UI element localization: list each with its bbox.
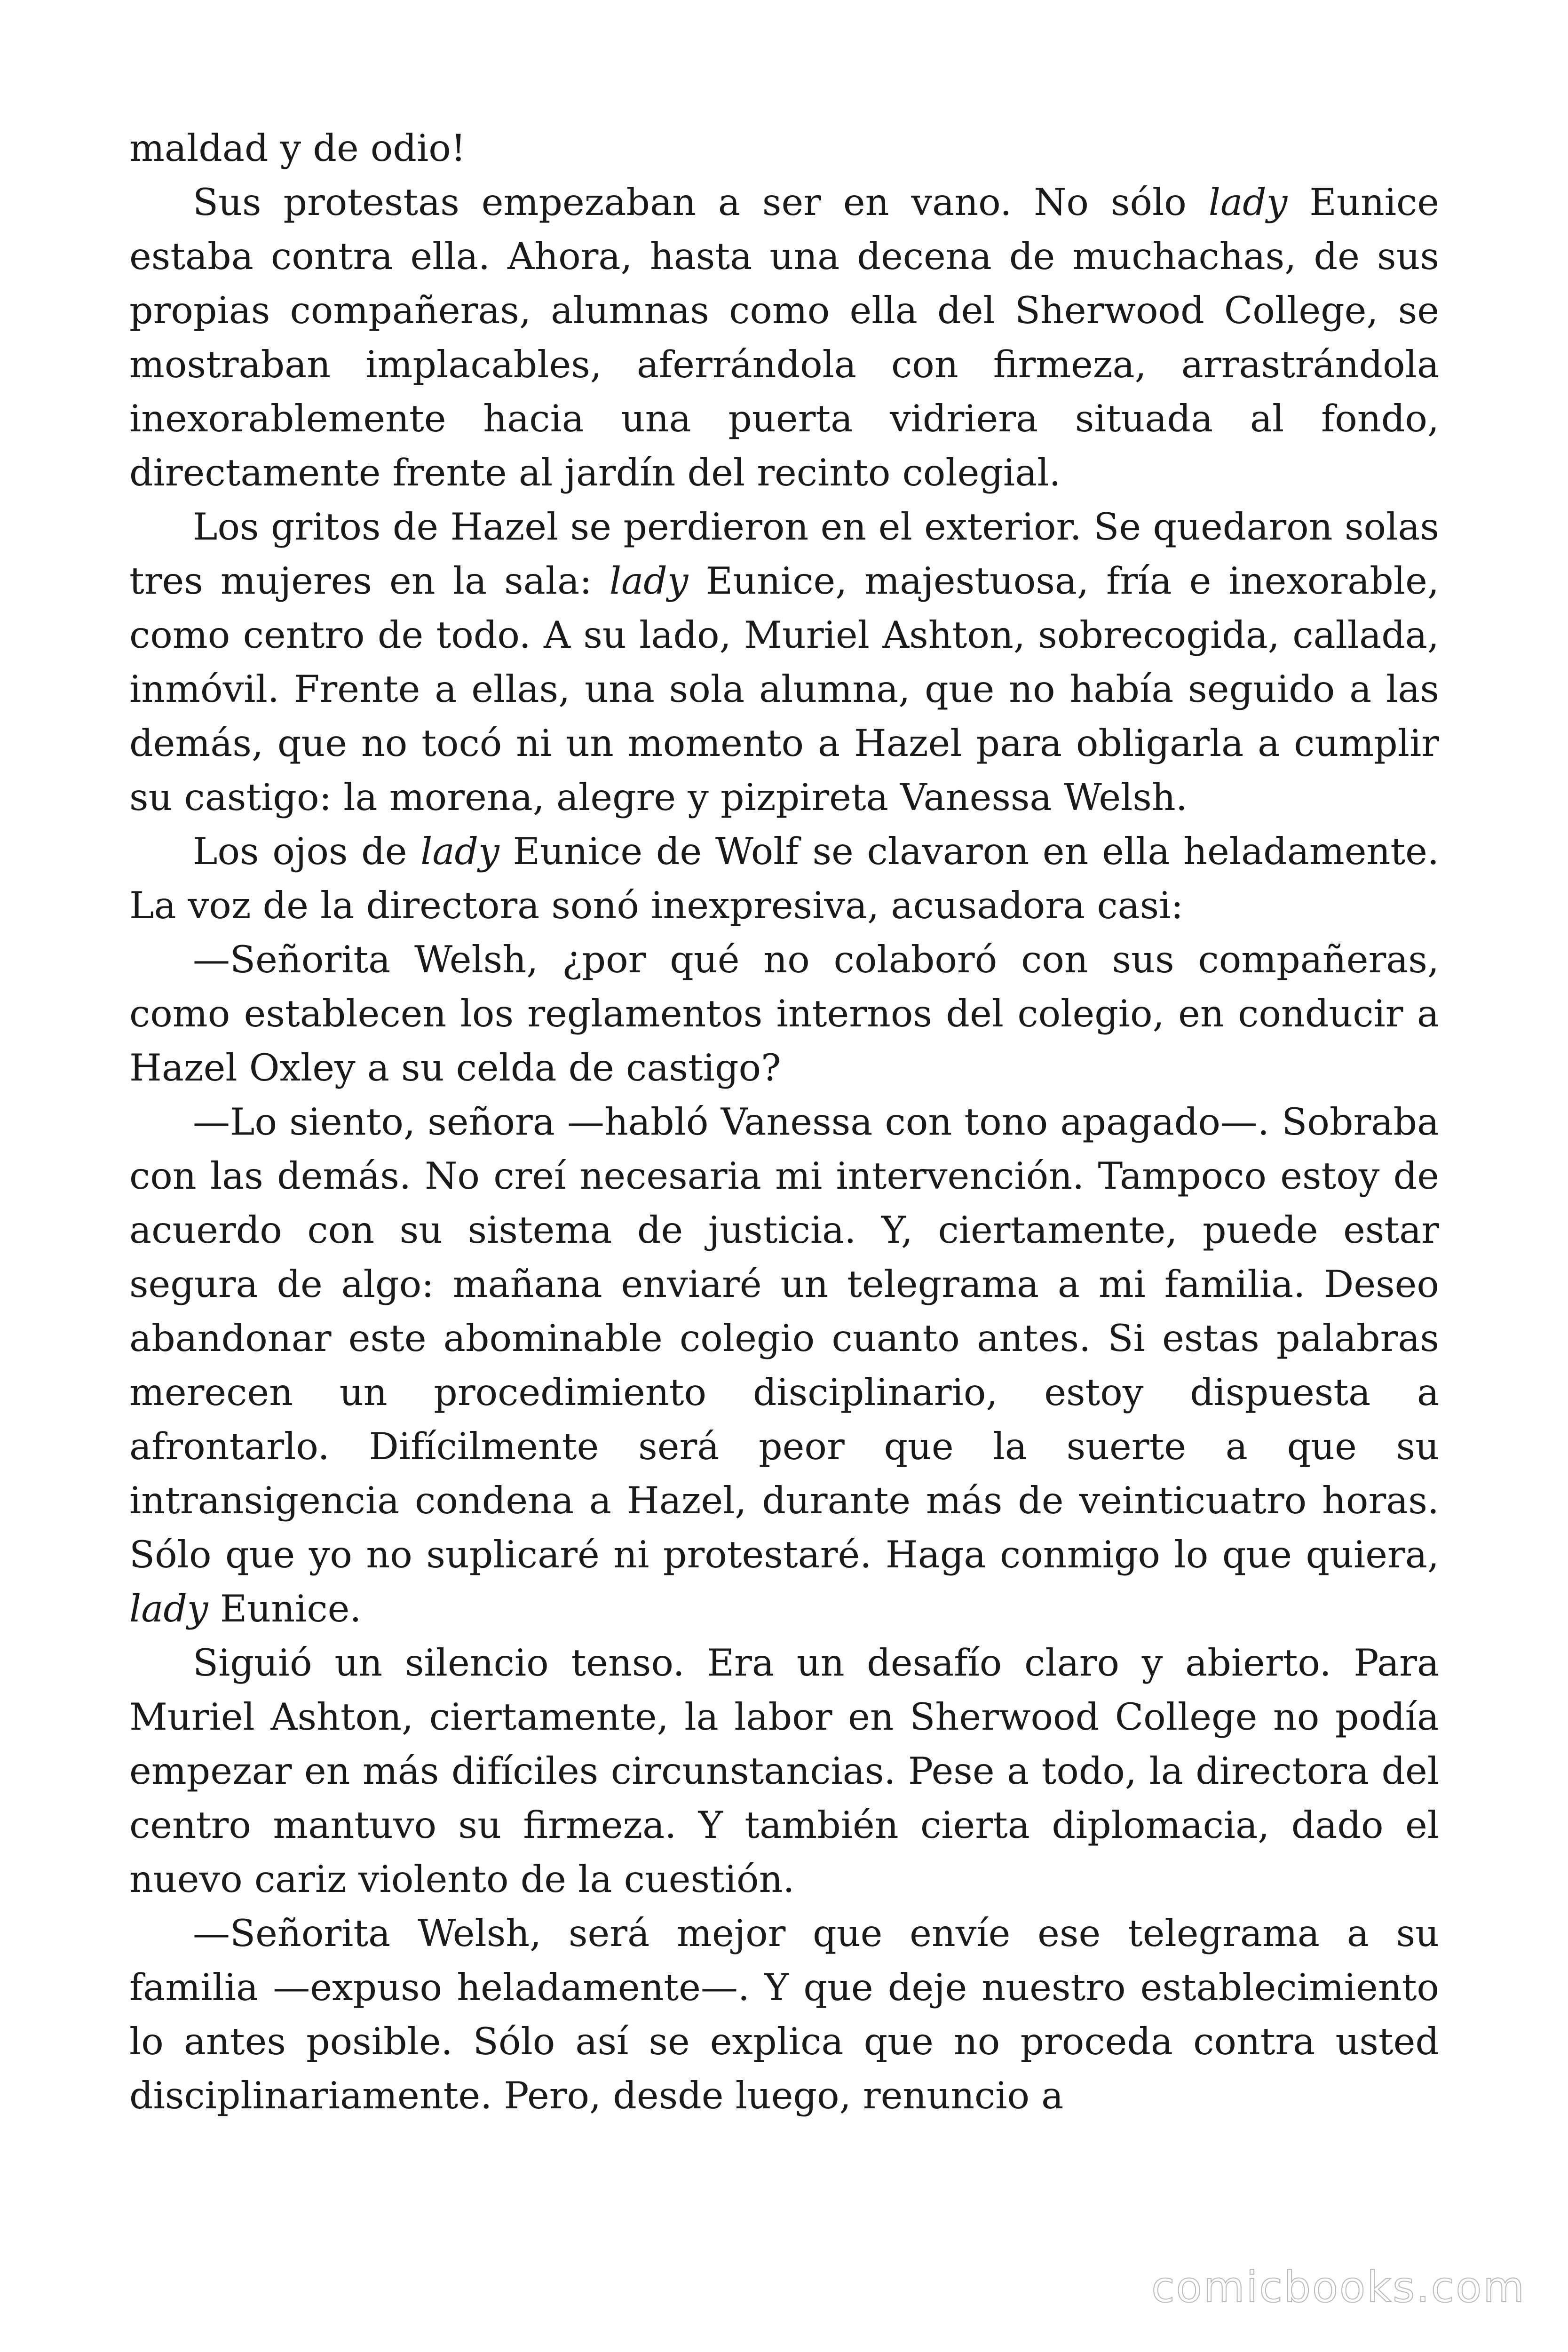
page-body-text xyxy=(129,121,1439,2123)
paragraph: Siguió un silencio tenso. Era un desafío claro y abierto. Para Muriel Ashton, ciertamente, la labor en Sherwood College no podía empezar en más difíciles circunstancias. Pese a todo, la directora del centro mantuvo su firmeza. Y también cierta diplomacia, dado el nuevo cariz violento de la cuestión. xyxy=(129,1641,1439,1901)
paragraph: maldad y de odio! xyxy=(129,127,466,170)
italic-word: lady xyxy=(420,830,499,873)
italic-word: lady xyxy=(609,559,689,603)
italic-word: lady xyxy=(129,1587,208,1630)
paragraph: —Lo siento, señora —habló Vanessa con tono apagado—. Sobraba con las demás. No creí necesaria mi intervención. Tampoco estoy de acuerdo con su sistema de justicia. Y, ciertamente, puede estar segura de algo: mañana enviaré un telegrama a mi familia. Deseo abandonar este abominable colegio cuanto antes. Si estas palabras merecen un procedimiento disciplinario, estoy dispuesta a afrontarlo. Difícilmente será peor que la suerte a que su intransigencia condena a Hazel, durante más de veinticuatro horas. Sólo que yo no suplicaré ni protestaré. Haga conmigo lo que quiera, lady Eunice. xyxy=(129,1100,1439,1630)
paragraph: Sus protestas empezaban a ser en vano. No sólo lady Eunice estaba contra ella. Ahora, hasta una decena de muchachas, de sus propias compañeras, alumnas como ella del Sherwood College, se mostraban implacables, aferrándola con firmeza, arrastrándola inexorablemente hacia una puerta vidriera situada al fondo, directamente frente al jardín del recinto colegial. xyxy=(129,181,1439,494)
watermark-text: comicbooks.com xyxy=(1151,2263,1526,2312)
italic-word: lady xyxy=(1208,181,1288,224)
paragraph: —Señorita Welsh, ¿por qué no colaboró con sus compañeras, como establecen los reglamentos internos del colegio, en conducir a Hazel Oxley a su celda de castigo? xyxy=(129,938,1439,1089)
paragraph: Los gritos de Hazel se perdieron en el exterior. Se quedaron solas tres mujeres en la sala: lady Eunice, majestuosa, fría e inexorable, como centro de todo. A su lado, Muriel Ashton, sobrecogida, callada, inmóvil. Frente a ellas, una sola alumna, que no había seguido a las demás, que no tocó ni un momento a Hazel para obligarla a cumplir su castigo: la morena, alegre y pizpireta Vanessa Welsh. xyxy=(129,505,1440,819)
paragraph: Los ojos de lady Eunice de Wolf se clavaron en ella heladamente. La voz de la directora sonó inexpresiva, acusadora casi: xyxy=(129,830,1439,927)
paragraph: —Señorita Welsh, será mejor que envíe ese telegrama a su familia —expuso heladamente—. Y que deje nuestro establecimiento lo antes posible. Sólo así se explica que no proceda contra usted disciplinariamente. Pero, desde luego, renuncio a xyxy=(129,1912,1439,2117)
